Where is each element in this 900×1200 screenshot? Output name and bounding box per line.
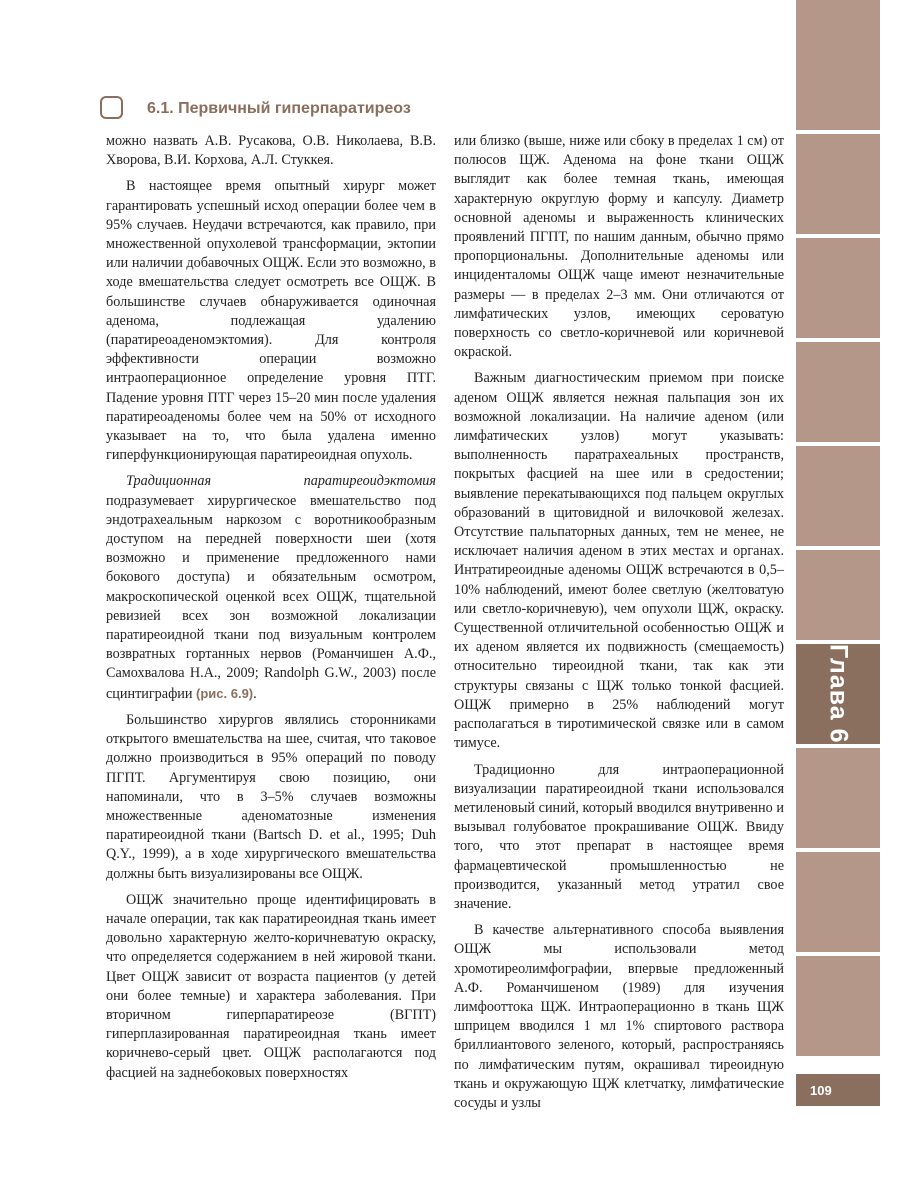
running-header [100,94,411,124]
chapter-tabs [796,0,880,1120]
left-column [106,132,436,1090]
figure-reference-link[interactable]: (рис. 6.9) [196,685,254,701]
paragraph: Важным диагностическим приемом при поиске аденом ОЩЖ является нежная пальпация зон их возможной локализации. На наличие аденом (или лимфатических узлов) могут указывать: выполненность паратрахеальных пространств, покрытых фасцией на шее или в средостении; выявление перекатывающихся под пальцем округлых образований в щитовидной и вилочковой железах. Отсутствие пальпаторных данных, тем не менее, не исключает наличия аденом в этих местах и органах. Интратиреоидные аденомы ОЩЖ встречаются в 0,5–10% наблюдений, имеют более светлую (желтоватую или светло-коричневую), чем опухоли ЩЖ, окраску. Существенной отличительной особенностью ОЩЖ и их аденом является их подвижность (смещаемость) относительно тиреоидной ткани, так как эти структуры связаны с ЩЖ только тонкой фасцией. ОЩЖ примерно в 25% наблюдений могут располагаться в тиротимической связке или в самом тимусе. [454,370,784,752]
chapter-tab [796,0,880,130]
paragraph: можно назвать А.В. Русакова, О.В. Николаева, В.В. Хворова, В.И. Корхова, А.Л. Стуккея. [106,133,436,169]
chapter-square-icon [100,96,127,123]
paragraph: В настоящее время опытный хирург может гарантировать успешный исход операции более чем в 95% случаев. Неудачи встречаются, как правило, при множественной опухолевой трансформации, эктопии или наличии добавочных ОЩЖ. Если это возможно, в ходе вмешательства следует осмотреть все ОЩЖ. В большинстве случаев обнаруживается одиночная аденома, подлежащая удалению (паратиреоаденомэктомия). Для контроля эффективности операции возможно интраоперационное определение уровня ПТГ. Падение уровня ПТГ через 15–20 мин после удаления паратиреоаденомы более чем на 50% от исходного указывает на то, что была удалена именно гиперфункционирующая паратиреоидная опухоль. [106,178,436,464]
chapter-tab-active [796,644,880,744]
chapter-tab [796,748,880,848]
chapter-tab [796,342,880,442]
chapter-tab [796,238,880,338]
chapter-tab [796,550,880,640]
paragraph-text: подразумевает хирургическое вмешательство под эндотрахеальным наркозом с воротникообразным доступом на передней поверхности шеи (хотя возможно и применение предложенного нами бокового доступа) и обязательным осмотром, макроскопической оценкой всех ОЩЖ, тщательной ревизией всех зон возможной локализации паратиреоидной ткани под визуальным контролем возвратных гортанных нервов (Романчишен А.Ф., Самохвалова Н.А., 2009; Randolph G.W., 2003) после сцинтиграфии [106,492,436,702]
chapter-tab [796,134,880,234]
paragraph: ОЩЖ значительно проще идентифицировать в начале операции, так как паратиреоидная ткань имеет довольно характерную желто-коричневатую окраску, что определяется содержанием в ней жировой ткани. Цвет ОЩЖ зависит от возраста пациентов (у детей они более темные) и характера заболевания. При вторичном гиперпаратиреозе (ВГПТ) гиперплазированная паратиреоидная ткань имеет коричнево-серый цвет. ОЩЖ располагаются под фасцией на заднебоковых поверхностях [106,891,436,1081]
section-title: 6.1. Первичный гиперпаратиреоз [147,100,411,117]
italic-term: Традиционная паратиреоидэктомия [126,473,436,490]
chapter-tab [796,956,880,1056]
chapter-label: Глава 6 [824,644,853,744]
paragraph-end: . [253,685,257,702]
right-column [454,132,784,1120]
chapter-tab [796,852,880,952]
paragraph: В качестве альтернативного способа выявления ОЩЖ мы использовали метод хромотиреолимфографии, впервые предложенный А.Ф. Романчишеном (1989) для изучения лимфооттока ЩЖ. Интраоперационно в ткань ЩЖ шприцем вводился 1 мл 1% спиртового раствора бриллиантового зеленого, который, распространяясь по лимфатическим путям, окрашивал тиреоидную ткань и окружающую ЩЖ клетчатку, лимфатические сосуды и узлы [454,922,784,1111]
paragraph [106,472,436,703]
chapter-tab [796,446,880,546]
page-number: 109 [796,1074,880,1106]
paragraph: или близко (выше, ниже или сбоку в пределах 1 см) от полюсов ЩЖ. Аденома на фоне ткани ОЩЖ выглядит как более темная ткань, имеющая характерную округлую форму и капсулу. Диаметр основной аденомы и выраженность клинических проявлений ПГПТ, по нашим данным, обычно прямо пропорциональны. Дополнительные аденомы или инциденталомы ОЩЖ чаще имеют незначительные размеры — в пределах 2–3 мм. Они отличаются от лимфатических узлов, имеющих сероватую поверхность со светло-коричневой или коричневой окраской. [454,133,784,361]
paragraph: Большинство хирургов являлись сторонниками открытого вмешательства на шее, считая, что таковое должно производиться в 95% операций по поводу ПГПТ. Аргументируя свою позицию, они напоминали, что в 3–5% случаев возможны множественные аденоматозные изменения паратиреоидной ткани (Bartsch D. et al., 1995; Duh Q.Y., 1999), а в ходе хирургического вмешательства должны быть визуализированы все ОЩЖ. [106,711,436,882]
paragraph: Традиционно для интраоперационной визуализации паратиреоидной ткани использовался метиленовый синий, который вводился внутривенно и вызывал голубоватое прокрашивание ОЩЖ. Ввиду того, что этот препарат в настоящее время фармацевтической промышленностью не производится, указанный метод утратил свое значение. [454,761,784,912]
